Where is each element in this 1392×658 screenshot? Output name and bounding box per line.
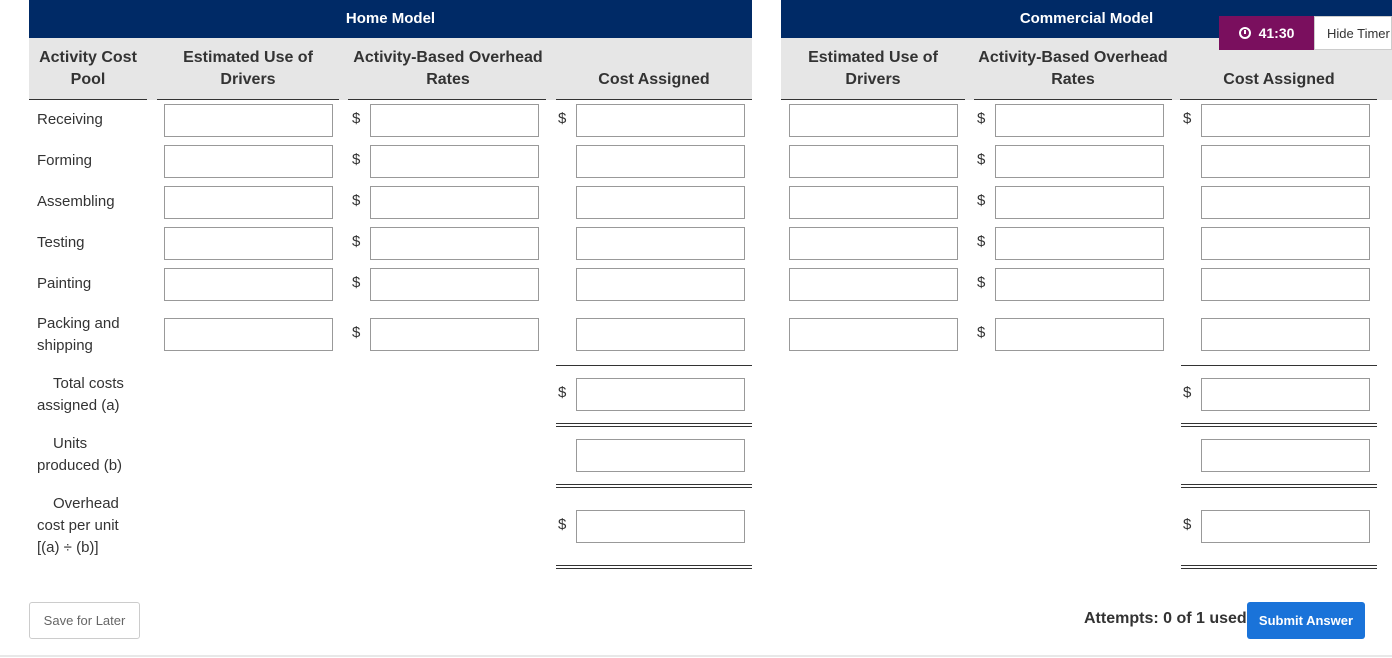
home-assembling-cost-input[interactable] <box>576 186 745 219</box>
commercial-packing-cost-input[interactable] <box>1201 318 1370 351</box>
header-commercial-cost-assigned: Cost Assigned <box>1223 71 1335 88</box>
commercial-forming-estimated-use-input[interactable] <box>789 145 958 178</box>
commercial-total-costs-input[interactable] <box>1201 378 1370 411</box>
home-testing-estimated-use-input[interactable] <box>164 227 333 260</box>
home-testing-cost-input[interactable] <box>576 227 745 260</box>
row-label-total-costs: Total costs assigned (a) <box>37 375 124 414</box>
dollar-sign: $ <box>1183 516 1192 533</box>
home-units-produced-input[interactable] <box>576 439 745 472</box>
header-commercial-estimated-use: Estimated Use of Drivers <box>808 49 938 88</box>
commercial-painting-cost-input[interactable] <box>1201 268 1370 301</box>
per-unit-double-rule <box>556 565 752 569</box>
commercial-testing-rate-input[interactable] <box>995 227 1164 260</box>
commercial-assembling-rate-input[interactable] <box>995 186 1164 219</box>
home-model-title: Home Model <box>345 10 436 27</box>
commercial-packing-rate-input[interactable] <box>995 318 1164 351</box>
row-label-testing: Testing <box>37 234 85 251</box>
commercial-packing-estimated-use-input[interactable] <box>789 318 958 351</box>
submit-answer-button[interactable]: Submit Answer <box>1247 602 1365 639</box>
dollar-sign: $ <box>977 324 986 341</box>
dollar-sign: $ <box>558 516 567 533</box>
dollar-sign: $ <box>352 274 361 291</box>
subtotal-rule <box>556 365 752 366</box>
home-packing-cost-input[interactable] <box>576 318 745 351</box>
attempts-text: Attempts: 0 of 1 used <box>1084 610 1247 627</box>
header-rule <box>157 99 339 100</box>
row-label-receiving: Receiving <box>37 111 103 128</box>
home-receiving-cost-input[interactable] <box>576 104 745 137</box>
home-packing-rate-input[interactable] <box>370 318 539 351</box>
dollar-sign: $ <box>352 324 361 341</box>
commercial-receiving-rate-input[interactable] <box>995 104 1164 137</box>
header-rule <box>348 99 546 100</box>
row-label-painting: Painting <box>37 275 92 292</box>
dollar-sign: $ <box>558 384 567 401</box>
commercial-testing-estimated-use-input[interactable] <box>789 227 958 260</box>
units-double-rule <box>556 484 752 488</box>
row-label-assembling: Assembling <box>37 193 115 210</box>
row-label-packing-shipping: Packing and shipping <box>37 315 120 354</box>
home-painting-rate-input[interactable] <box>370 268 539 301</box>
home-forming-rate-input[interactable] <box>370 145 539 178</box>
timer-time: 41:30 <box>1258 25 1295 41</box>
dollar-sign: $ <box>558 110 567 127</box>
hide-timer-button[interactable]: Hide Timer <box>1314 16 1392 50</box>
home-model-header <box>29 0 752 38</box>
header-rule <box>781 99 965 100</box>
dollar-sign: $ <box>977 192 986 209</box>
commercial-units-produced-input[interactable] <box>1201 439 1370 472</box>
home-receiving-rate-input[interactable] <box>370 104 539 137</box>
home-painting-cost-input[interactable] <box>576 268 745 301</box>
commercial-testing-cost-input[interactable] <box>1201 227 1370 260</box>
dollar-sign: $ <box>352 110 361 127</box>
header-rule <box>1180 99 1377 100</box>
units-double-rule <box>1181 484 1377 488</box>
header-home-cost-assigned: Cost Assigned <box>598 71 710 88</box>
commercial-assembling-cost-input[interactable] <box>1201 186 1370 219</box>
home-assembling-estimated-use-input[interactable] <box>164 186 333 219</box>
total-double-rule <box>1181 423 1377 427</box>
commercial-painting-estimated-use-input[interactable] <box>789 268 958 301</box>
home-receiving-estimated-use-input[interactable] <box>164 104 333 137</box>
commercial-model-title: Commercial Model <box>1019 10 1154 27</box>
header-commercial-activity-rates: Activity-Based Overhead Rates <box>978 49 1168 88</box>
row-label-overhead-per-unit: Overhead cost per unit [(a) ÷ (b)] <box>37 495 119 556</box>
total-double-rule <box>556 423 752 427</box>
subtotal-rule <box>1181 365 1377 366</box>
home-overhead-per-unit-input[interactable] <box>576 510 745 543</box>
dollar-sign: $ <box>352 151 361 168</box>
commercial-forming-rate-input[interactable] <box>995 145 1164 178</box>
commercial-painting-rate-input[interactable] <box>995 268 1164 301</box>
row-label-units-produced: Units produced (b) <box>37 435 123 474</box>
home-testing-rate-input[interactable] <box>370 227 539 260</box>
clock-icon <box>1239 27 1251 39</box>
dollar-sign: $ <box>977 110 986 127</box>
row-label-forming: Forming <box>37 152 93 169</box>
header-home-estimated-use: Estimated Use of Drivers <box>183 49 313 88</box>
dollar-sign: $ <box>1183 110 1192 127</box>
timer-display <box>1219 16 1314 50</box>
save-for-later-button[interactable]: Save for Later <box>29 602 140 639</box>
header-activity-cost-pool: Activity Cost Pool <box>39 49 137 88</box>
header-home-activity-rates: Activity-Based Overhead Rates <box>353 49 543 88</box>
commercial-assembling-estimated-use-input[interactable] <box>789 186 958 219</box>
footer-divider <box>0 655 1392 657</box>
dollar-sign: $ <box>1183 384 1192 401</box>
dollar-sign: $ <box>352 233 361 250</box>
home-forming-cost-input[interactable] <box>576 145 745 178</box>
home-packing-estimated-use-input[interactable] <box>164 318 333 351</box>
header-rule <box>556 99 752 100</box>
home-forming-estimated-use-input[interactable] <box>164 145 333 178</box>
commercial-receiving-cost-input[interactable] <box>1201 104 1370 137</box>
home-total-costs-input[interactable] <box>576 378 745 411</box>
home-assembling-rate-input[interactable] <box>370 186 539 219</box>
header-rule <box>29 99 147 100</box>
dollar-sign: $ <box>352 192 361 209</box>
header-rule <box>974 99 1172 100</box>
dollar-sign: $ <box>977 274 986 291</box>
per-unit-double-rule <box>1181 565 1377 569</box>
dollar-sign: $ <box>977 151 986 168</box>
dollar-sign: $ <box>977 233 986 250</box>
commercial-receiving-estimated-use-input[interactable] <box>789 104 958 137</box>
home-painting-estimated-use-input[interactable] <box>164 268 333 301</box>
commercial-forming-cost-input[interactable] <box>1201 145 1370 178</box>
commercial-overhead-per-unit-input[interactable] <box>1201 510 1370 543</box>
